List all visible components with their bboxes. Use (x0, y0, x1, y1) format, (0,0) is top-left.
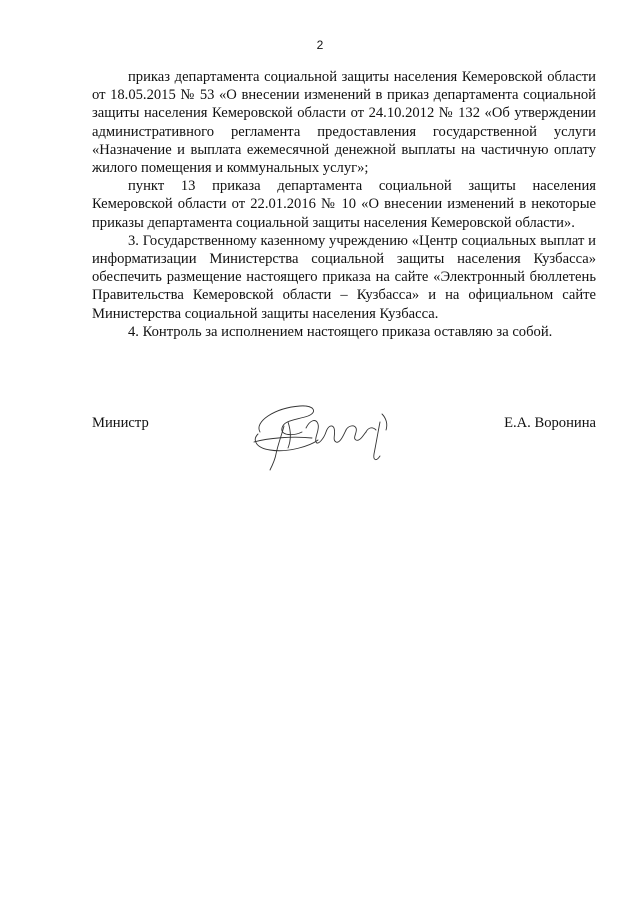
signer-name: Е.А. Воронина (504, 415, 596, 431)
paragraph-publication: 3. Государственному казенному учреждению «Центр социальных выплат и информатизации Министерства социальной защиты населения Кузбасса» обеспечить размещение настоящего приказа на сайте «Электронный бюллетень Правительства Кемеровской области – Кузбасса» и на официальном сайте Министерства социальной защиты населения Кузбасса. (92, 232, 596, 322)
paragraph-order-2015: приказ департамента социальной защиты населения Кемеровской области от 18.05.2015 № 53 «О внесении изменений в приказ департамента социальной защиты населения Кемеровской области от 24.10.2012 № 132 «Об утверждении административного регламента предоставления государственной услуги «Назначение и выплата ежемесячной денежной выплаты на частичную оплату жилого помещения и коммунальных услуг»; (92, 69, 596, 177)
handwritten-signature (248, 398, 398, 476)
document-body (92, 68, 596, 341)
page-number: 2 (316, 38, 324, 52)
paragraph-control: 4. Контроль за исполнением настоящего приказа оставляю за собой. (128, 323, 553, 340)
signer-title: Министр (92, 415, 149, 431)
paragraph-order-2016: пункт 13 приказа департамента социальной защиты населения Кемеровской области от 22.01.2016 № 10 «О внесении изменений в некоторые приказы департамента социальной защиты населения Кемеровской области». (92, 178, 596, 231)
